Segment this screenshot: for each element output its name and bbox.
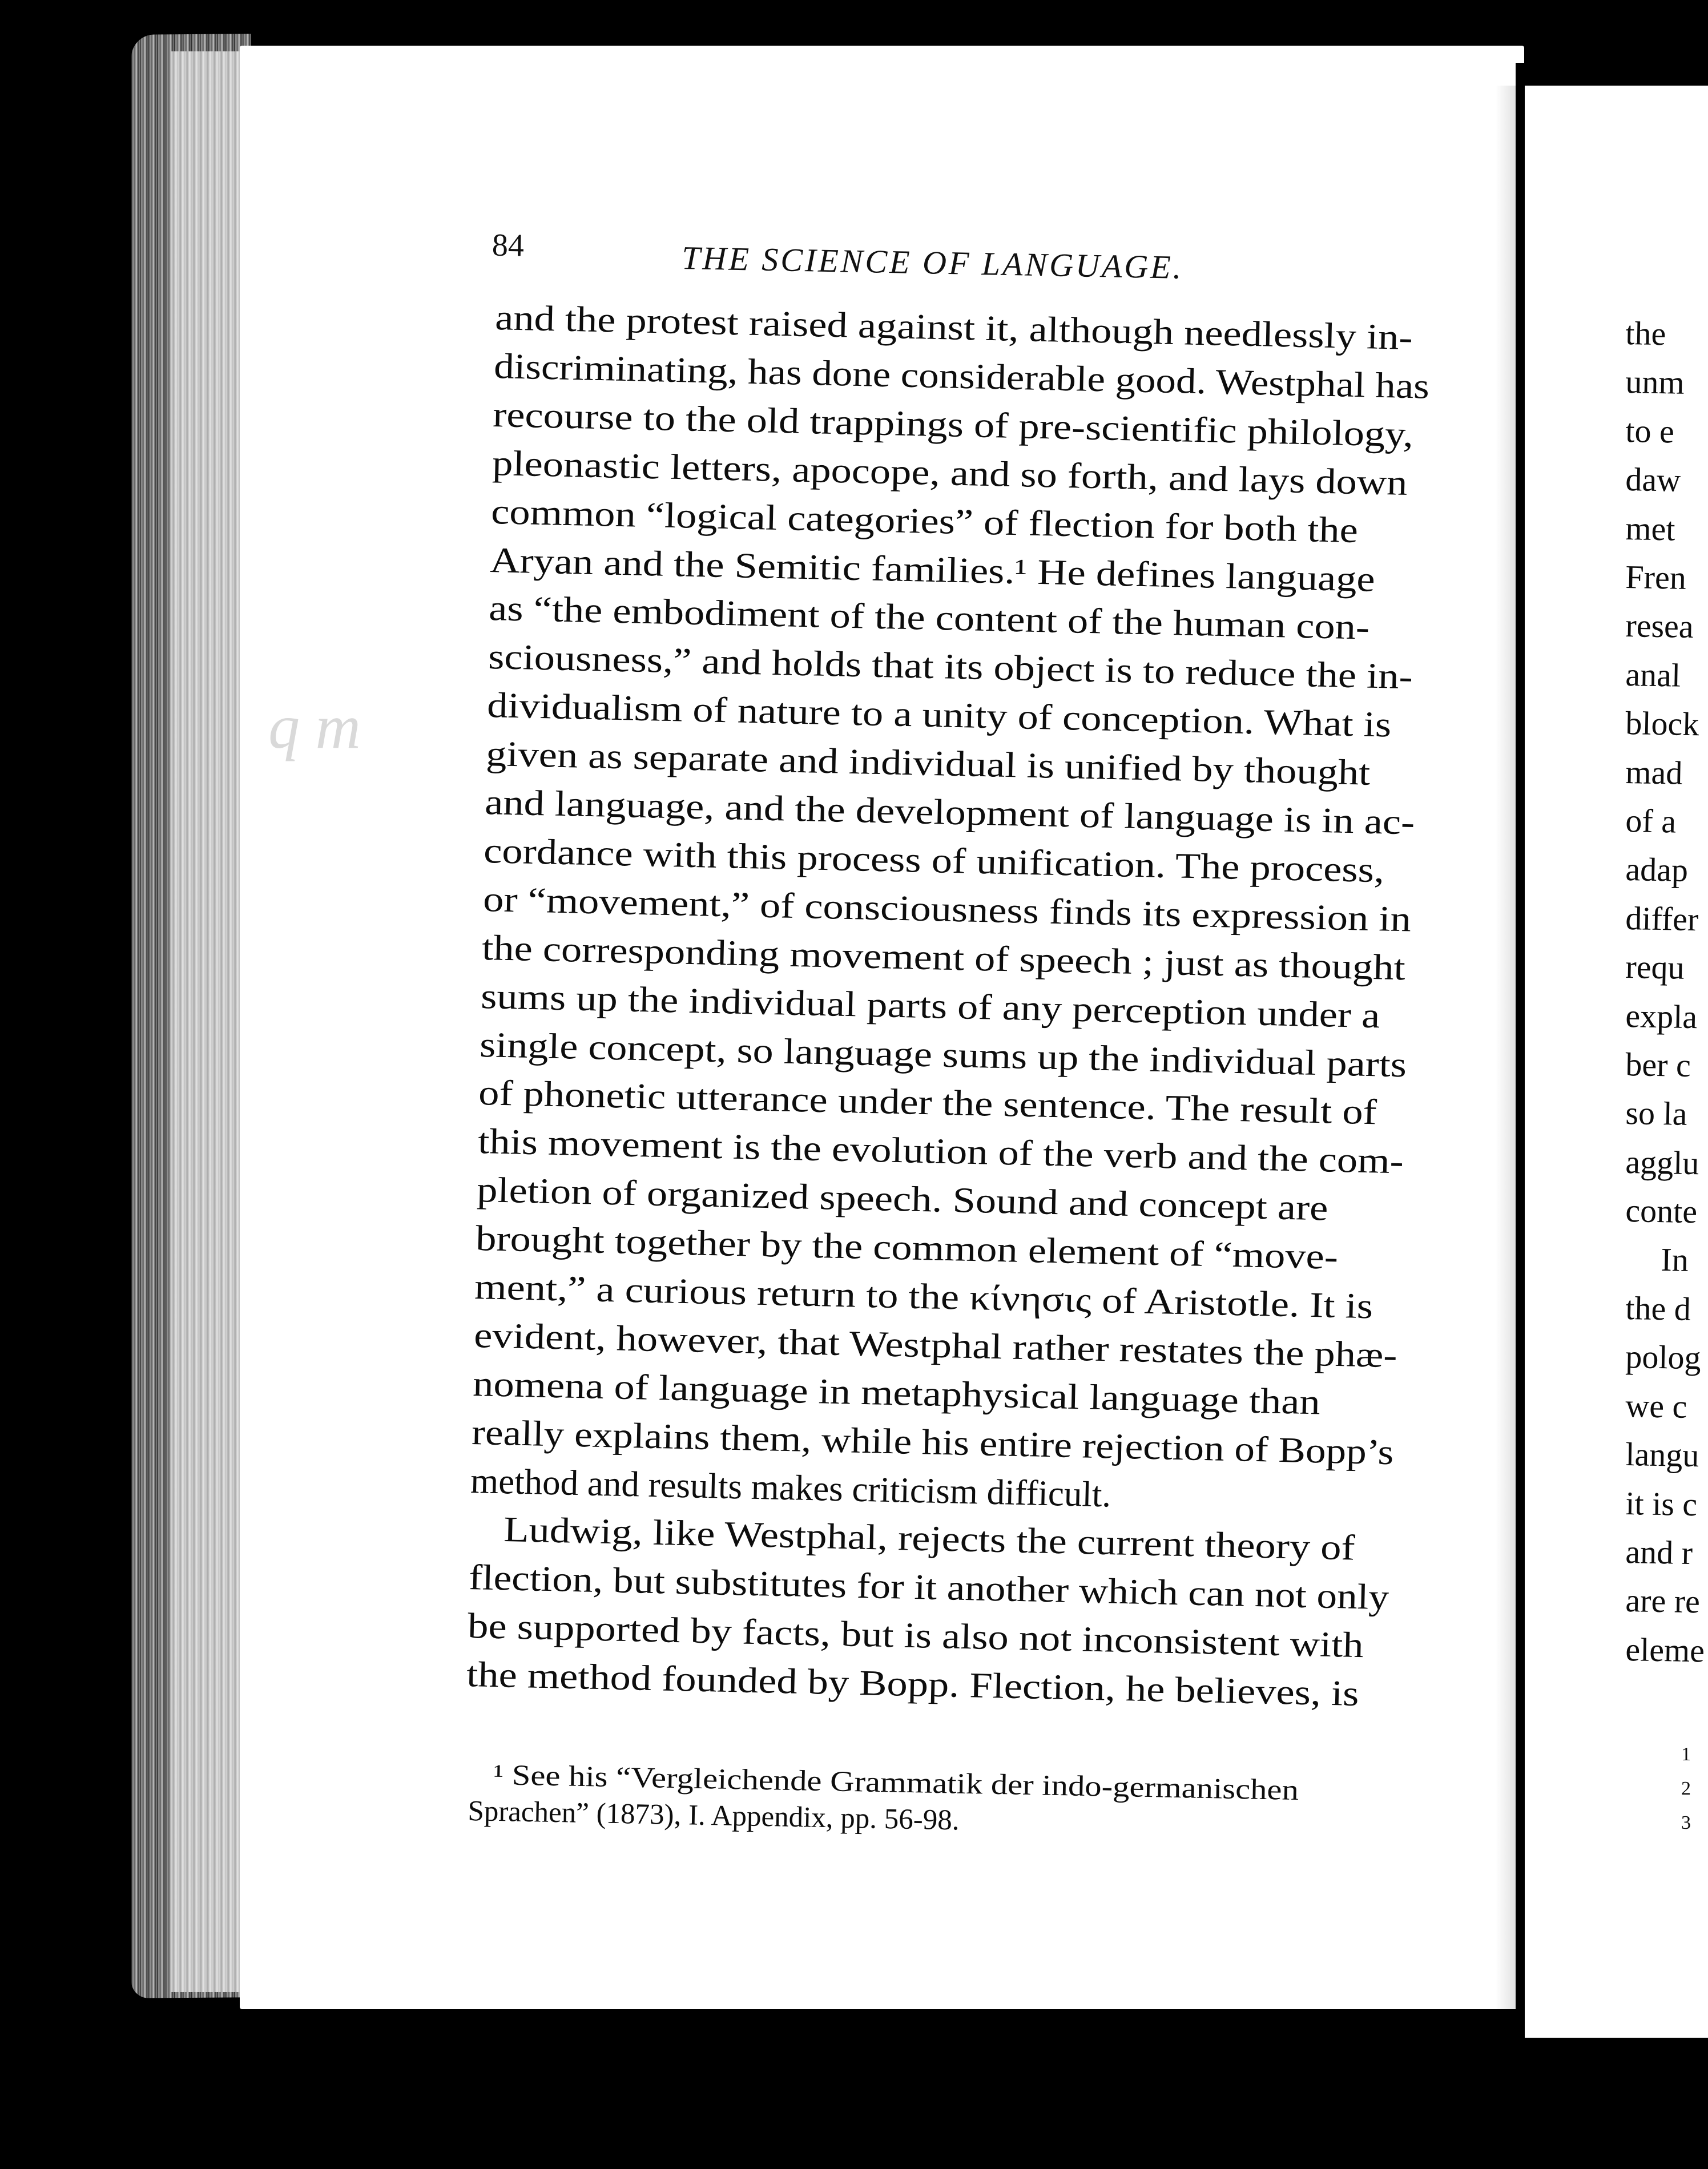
right-page-line: are re (1625, 1582, 1701, 1620)
footnote-line: Sprachen” (1873), I. Appendix, pp. 56-98. (467, 1795, 960, 1837)
right-page-line: ber c (1625, 1046, 1691, 1084)
right-page-line: requ (1625, 948, 1685, 986)
body-line: Aryan and the Semitic families.¹ He defines language (489, 539, 1376, 599)
right-page-line: and r (1625, 1533, 1693, 1572)
body-line: method and results makes criticism difficult. (470, 1460, 1112, 1515)
body-line: cordance with this process of unification. The process, (483, 830, 1385, 890)
right-page-line: langu (1625, 1436, 1699, 1474)
body-line: this movement is the evolution of the verb and the com- (477, 1121, 1404, 1182)
body-line: evident, however, that Westphal rather restates the phæ- (473, 1315, 1397, 1376)
right-page-line: it is c (1625, 1484, 1698, 1523)
body-line: sciousness,” and holds that its object is to reduce the in- (488, 636, 1413, 697)
page-number: 84 (492, 227, 525, 264)
body-line: recourse to the old trappings of pre-scientific philology, (492, 394, 1415, 454)
right-page-line: expla (1625, 997, 1698, 1035)
body-line: sums up the individual parts of any perception under a (480, 975, 1381, 1035)
body-line: pletion of organized speech. Sound and concept are (476, 1170, 1329, 1228)
body-line: or “movement,” of consciousness finds its expression in (482, 878, 1412, 940)
right-page-line: conte (1625, 1192, 1698, 1231)
body-line: brought together by the common element of “move- (475, 1218, 1339, 1277)
body-line: common “logical categories” of flection for both the (490, 491, 1359, 550)
faint-margin-mark: q m (268, 692, 361, 761)
body-line: given as separate and individual is unified by thought (485, 733, 1371, 793)
body-line: and the protest raised against it, although needlessly in- (494, 297, 1413, 358)
right-page-line: so la (1625, 1094, 1687, 1133)
right-page-line: daw (1625, 461, 1681, 499)
right-page-line: we c (1625, 1386, 1687, 1425)
body-line: flection, but substitutes for it another which can not only (468, 1557, 1389, 1618)
body-line: nomena of language in metaphysical language than (472, 1363, 1321, 1422)
right-page-line: block (1625, 704, 1699, 743)
right-page-line: the (1625, 315, 1666, 353)
running-title: THE SCIENCE OF LANGUAGE. (681, 239, 1184, 286)
body-line: ment,” a curious return to the κίνησις of Aristotle. It is (474, 1267, 1374, 1327)
right-page-line: agglu (1625, 1143, 1699, 1182)
right-page-line: eleme (1625, 1630, 1705, 1670)
body-line: pleonastic letters, apocope, and so forth, and lays down (492, 442, 1408, 503)
body-line: discriminating, has done considerable good. Westphal has (493, 345, 1430, 406)
right-page-line: to e (1625, 412, 1675, 450)
body-line: the method founded by Bopp. Flection, he believes, is (466, 1654, 1360, 1714)
body-line: dividualism of nature to a unity of conception. What is (486, 685, 1392, 745)
body-line: and language, and the development of language is in ac- (484, 782, 1416, 842)
book-page-edges-inner (171, 51, 251, 1992)
right-page-line: anal (1625, 655, 1681, 694)
right-page-footnote-number: 1 (1681, 1744, 1691, 1765)
right-page-line: of a (1625, 802, 1677, 840)
right-page-footnote-number: 2 (1681, 1778, 1691, 1799)
body-line: be supported by facts, but is also not inconsistent with (467, 1606, 1364, 1666)
right-page-line: differ (1625, 899, 1699, 938)
right-page-line: In (1660, 1240, 1689, 1279)
right-page-line: met (1625, 509, 1676, 548)
right-page-line: the d (1625, 1289, 1691, 1328)
right-page-line: unm (1625, 363, 1685, 402)
body-line: as “the embodiment of the content of the human con- (488, 588, 1371, 648)
right-page-line: resea (1625, 607, 1694, 646)
right-page-line: adap (1625, 850, 1689, 889)
body-line: of phonetic utterance under the sentence. The result of (478, 1073, 1377, 1132)
body-line: really explains them, while his entire rejection of Bopp’s (471, 1412, 1394, 1472)
footnote-line: ¹ See his “Vergleichende Grammatik der indo-germanischen (493, 1759, 1299, 1807)
right-page-line: mad (1625, 753, 1683, 792)
body-line: Ludwig, like Westphal, rejects the current theory of (503, 1509, 1356, 1568)
right-page-footnote-number: 3 (1681, 1812, 1691, 1833)
right-page-line: polog (1625, 1338, 1702, 1377)
right-page-line: Fren (1625, 558, 1687, 596)
body-line: single concept, so language sums up the individual parts (479, 1024, 1407, 1084)
body-line: the corresponding movement of speech ; just as thought (481, 927, 1406, 987)
